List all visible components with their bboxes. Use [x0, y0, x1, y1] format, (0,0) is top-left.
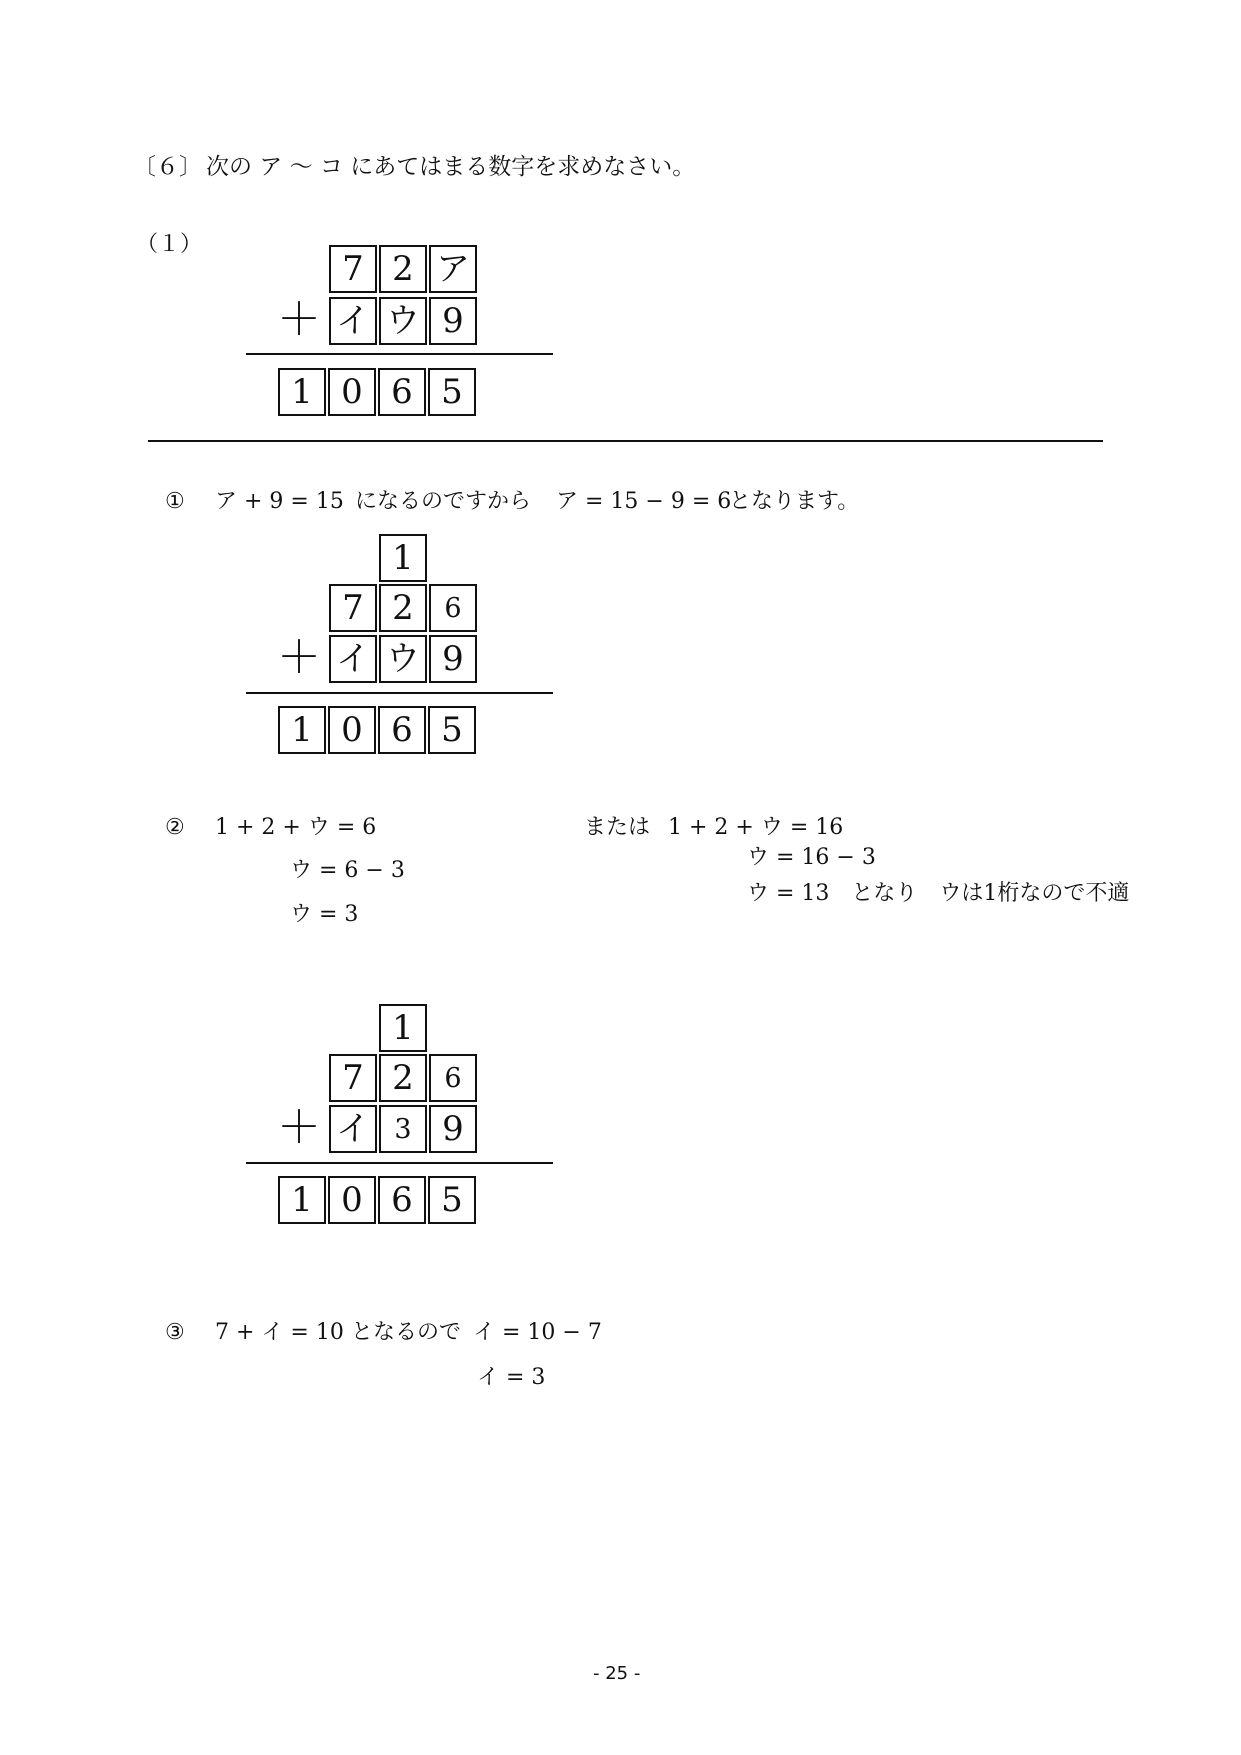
carry-cell: 1 [379, 534, 427, 582]
step2-alt3: ウ = 13 となり ウは1桁なので不適 [747, 881, 1130, 906]
step3-eq2: イ = 10 − 7 [473, 1320, 602, 1345]
result-cell: 6 [378, 368, 426, 416]
digit-cell: 7 [329, 245, 377, 293]
digit-cell: 3 [379, 1105, 427, 1153]
result-cell: 0 [328, 1176, 376, 1224]
digit-cell: 6 [429, 1054, 477, 1102]
sum-line [246, 692, 553, 694]
step1-eq1: ア + 9 = 15 [215, 489, 344, 514]
step2-line3: ウ = 3 [290, 902, 359, 927]
digit-cell: 7 [329, 1054, 377, 1102]
step3-mid: となるので [351, 1320, 462, 1345]
step2-alt1: 1 + 2 + ウ = 16 [668, 815, 844, 840]
plus-sign: ＋ [277, 294, 321, 345]
digit-cell: 6 [429, 584, 477, 632]
result-cell: 5 [428, 706, 476, 754]
digit-cell: ア [429, 245, 477, 293]
step2-alt2: ウ = 16 − 3 [747, 845, 876, 870]
digit-cell: 9 [429, 297, 477, 345]
sum-line [246, 353, 553, 355]
step3-line2: イ = 3 [477, 1365, 546, 1390]
result-cell: 6 [378, 706, 426, 754]
digit-cell: ウ [379, 635, 427, 683]
result-cell: 1 [278, 368, 326, 416]
digit-cell: イ [329, 635, 377, 683]
part-label: （１） [136, 232, 203, 257]
step2-line1: 1 + 2 + ウ = 6 [215, 815, 377, 840]
plus-sign: ＋ [277, 1102, 321, 1153]
result-cell: 5 [428, 368, 476, 416]
digit-cell: 9 [429, 635, 477, 683]
step3-eq1: 7 + イ = 10 [215, 1320, 344, 1345]
section-divider [148, 440, 1103, 442]
plus-sign: ＋ [277, 632, 321, 683]
digit-cell: イ [329, 1105, 377, 1153]
digit-cell: ウ [379, 297, 427, 345]
page-number: - 25 - [593, 1663, 641, 1684]
result-cell: 1 [278, 1176, 326, 1224]
step2-alt-label: または [584, 815, 651, 840]
result-cell: 0 [328, 368, 376, 416]
digit-cell: 7 [329, 584, 377, 632]
result-cell: 6 [378, 1176, 426, 1224]
carry-cell: 1 [379, 1004, 427, 1052]
digit-cell: 2 [379, 1054, 427, 1102]
step1-tail: となります。 [729, 489, 860, 514]
step1-eq2: ア = 15 − 9 = 6 [556, 489, 732, 514]
digit-cell: 2 [379, 584, 427, 632]
step2-marker: ② [165, 815, 185, 840]
sum-line [246, 1162, 553, 1164]
result-cell: 1 [278, 706, 326, 754]
result-cell: 5 [428, 1176, 476, 1224]
digit-cell: 2 [379, 245, 427, 293]
step3-marker: ③ [165, 1320, 185, 1345]
step1-marker: ① [165, 489, 185, 514]
digit-cell: イ [329, 297, 377, 345]
step2-line2: ウ = 6 − 3 [290, 858, 405, 883]
step1-mid: になるのですから [355, 489, 532, 514]
digit-cell: 9 [429, 1105, 477, 1153]
result-cell: 0 [328, 706, 376, 754]
question-text: 次の ア 〜 コ にあてはまる数字を求めなさい。 [206, 154, 696, 180]
question-label: 〔６〕 [133, 154, 202, 180]
